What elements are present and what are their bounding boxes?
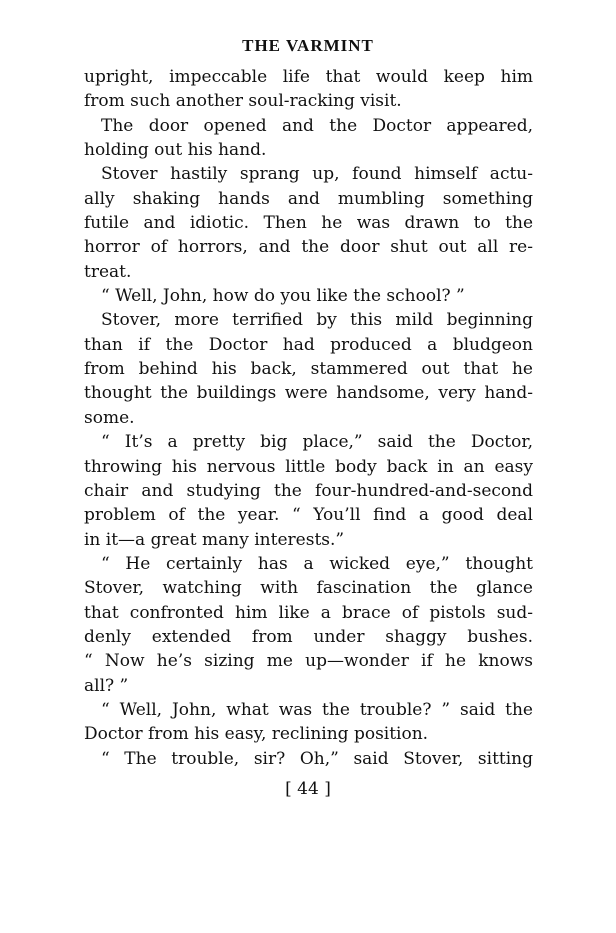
text-line: Stover, watching with fascination the glance	[84, 578, 533, 599]
text-line: chair and studying the four-hundred-and-second	[84, 480, 533, 501]
text-line: Stover hastily sprang up, found himself actu-	[101, 164, 533, 185]
text-line: throwing his nervous little body back in an easy	[84, 456, 533, 477]
text-line: that confronted him like a brace of pistols sud-	[84, 602, 533, 623]
text-line: thought the buildings were handsome, very hand-	[84, 383, 533, 404]
text-line: problem of the year. “ You’ll find a good deal	[84, 505, 533, 526]
text-line: “ Well, John, how do you like the school? ”	[101, 286, 465, 307]
text-line: denly extended from under shaggy bushes.	[84, 626, 533, 647]
page-body	[84, 65, 533, 771]
text-line: “ Well, John, what was the trouble? ” said the	[101, 699, 533, 720]
text-line: Doctor from his easy, reclining position.	[84, 724, 429, 745]
text-line: “ The trouble, sir? Oh,” said Stover, sitting	[101, 748, 533, 769]
text-line: holding out his hand.	[84, 140, 267, 161]
text-line: all? ”	[84, 675, 129, 696]
text-line: futile and idiotic. Then he was drawn to the	[84, 213, 533, 234]
text-line: in it—a great many interests.”	[84, 529, 345, 550]
text-line: upright, impeccable life that would keep him	[84, 67, 533, 87]
text-line: The door opened and the Doctor appeared,	[101, 115, 533, 136]
text-line: some.	[84, 407, 135, 428]
text-line: from behind his back, stammered out that he	[84, 359, 533, 380]
text-line: ally shaking hands and mumbling something	[84, 188, 533, 209]
running-header: THE VARMINT	[242, 36, 374, 55]
page-number: [ 44 ]	[285, 779, 331, 799]
text-line: “ Now he’s sizing me up—wonder if he knows	[84, 651, 533, 672]
text-line: horror of horrors, and the door shut out all re-	[84, 237, 533, 258]
text-line: than if the Doctor had produced a bludgeon	[84, 334, 533, 355]
text-line: “ It’s a pretty big place,” said the Doctor,	[101, 432, 533, 453]
text-line: treat.	[84, 261, 132, 282]
text-line: “ He certainly has a wicked eye,” thought	[101, 553, 533, 574]
text-line: from such another soul-racking visit.	[84, 91, 402, 112]
text-line: Stover, more terrified by this mild beginning	[101, 310, 533, 331]
